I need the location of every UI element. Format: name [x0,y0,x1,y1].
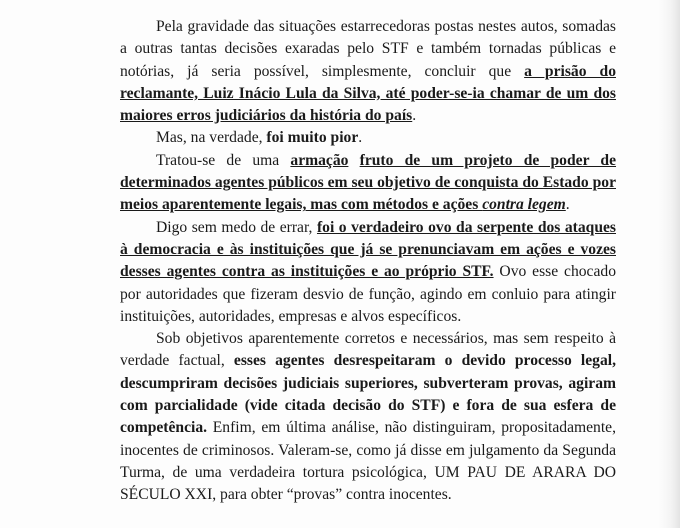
emphasis-text: armação [290,151,349,169]
page-edge-shadow [658,0,680,528]
emphasis-text: foi muito pior [266,129,359,147]
document-body [120,16,616,507]
body-text: Pela gravidade das situações estarrecedoras postas nestes autos, somadas a outras tantas decisões exaradas pelo STF e também tornadas públicas e notórias, já seria possível, simplesmente, concluir que [120,18,616,80]
paragraph-ovo-da-serpente [120,217,616,328]
paragraph-gravidade [120,16,616,127]
body-text: Tratou-se de uma [156,151,291,169]
body-text: Mas, na verdade, [156,129,267,147]
body-text: . [358,129,363,147]
body-text: Sob objetivos aparentemente corretos e necessários, mas sem respeito à verdade factual, [120,330,616,370]
paragraph-mas-na-verdade [120,127,616,149]
emphasis-text: contra legem [482,196,566,214]
emphasis-text: foi o verdadeiro ovo da serpente dos ataques à democracia e às instituições que já se prenunciavam em ações e vozes desses agentes contra as instituições e ao próprio STF. [120,218,616,281]
emphasis-text: esses agentes desrespeitaram o devido processo legal, descumpriram decisões judiciais superiores, subverteram provas, agiram com parcialidade (vide citada decisão do STF) e fora de sua esfera de competência. [120,352,616,437]
emphasis-text: a prisão do reclamante, Luiz Inácio Lula da Silva, até poder-se-ia chamar de um dos maiores erros judiciários da história do país [120,62,616,125]
body-text [348,152,359,169]
paragraph-objetivos [120,328,616,506]
body-text: Ovo esse chocado por autoridades que fizeram desvio de função, agindo em conluio para atingir instituições, autoridades, empresas e alvos específicos. [120,263,616,325]
body-text: Enfim, em última análise, não distinguiram, propositadamente, inocentes de criminosos. Valeram-se, como já disse em julgamento da Segunda Turma, de uma verdadeira tortura psicológica, UM PAU DE ARARA DO SÉCULO XXI, para obter “provas” contra inocentes. [120,419,616,504]
body-text: . [412,107,417,125]
body-text: . [565,196,570,214]
body-text: Digo sem medo de errar, [156,218,317,236]
emphasis-text: fruto de um projeto de poder de determinados agentes públicos em seu objetivo de conquista do Estado por meios aparentemente legais, mas com métodos e ações [120,151,617,214]
paragraph-armacao [120,150,616,217]
